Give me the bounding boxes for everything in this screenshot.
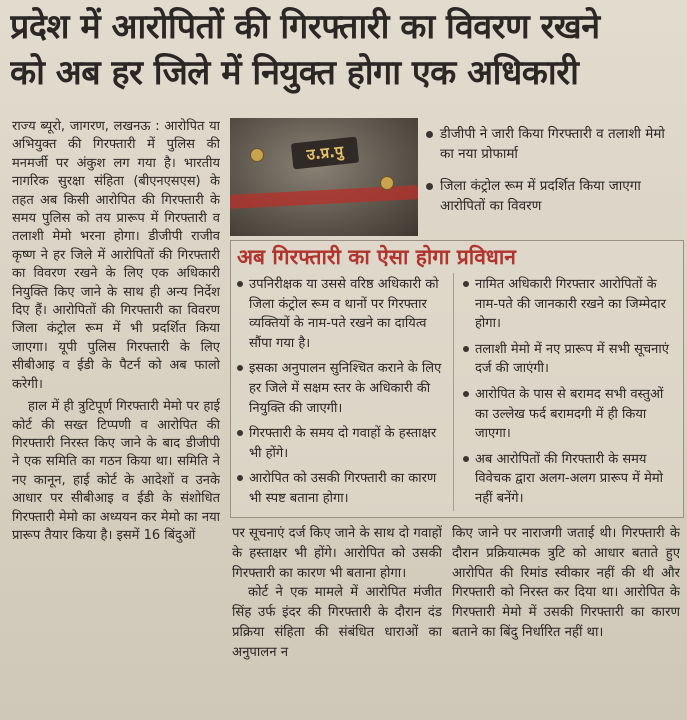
provisions-column-2: [463, 275, 677, 515]
bottom-paragraph: पर सूचनाएं दर्ज किए जाने के साथ दो गवाहों के हस्ताक्षर भी होंगे। आरोपित को उसकी गिरफ्तारी का कारण भी बताना होगा।: [232, 526, 442, 581]
highlight-item: डीजीपी ने जारी किया गिरफ्तारी व तलाशी मेमो का नया प्रोफार्मा: [426, 124, 676, 164]
headline: [10, 4, 680, 96]
provisions-title: अब गिरफ्तारी का ऐसा होगा प्रविधान: [237, 245, 516, 269]
bottom-paragraph: कोर्ट ने एक मामले में आरोपित मंजीत सिंह उर्फ इंदर की गिरफ्तारी के दौरान दंड प्रक्रिया संहिता की संबंधित धाराओं का अनुपालन न: [232, 585, 442, 660]
provision-item: उपनिरीक्षक या उससे वरिष्ठ अधिकारी को जिला कंट्रोल रूम व थानों पर गिरफ्तार व्यक्तियों के नाम-पते रखने का दायित्व सौंपा गया है।: [237, 275, 447, 353]
provision-item: अब आरोपितों की गिरफ्तारी के समय विवेचक द्वारा अलग-अलग प्रारूप में मेमो नहीं बनेंगे।: [463, 450, 677, 509]
uniform-button: [380, 176, 394, 190]
provision-item: तलाशी मेमो में नए प्रारूप में सभी सूचनाएं दर्ज की जाएंगी।: [463, 340, 677, 379]
headline-line-1: प्रदेश में आरोपितों की गिरफ्तारी का विवरण रखने: [10, 7, 600, 47]
provision-item: गिरफ्तारी के समय दो गवाहों के हस्ताक्षर भी होंगे।: [237, 424, 447, 463]
photo-highlights: [426, 124, 676, 228]
bottom-paragraph: किए जाने पर नाराजगी जताई थी। गिरफ्तारी के दौरान प्रक्रियात्मक त्रुटि को आधार बताते हुए आरोपित की रिमांड स्वीकार नहीं की थी और गिरफ्तारी को निरस्त कर दिया था। आरोपित के गिरफ्तारी मेमो में उसकी गिरफ्तारी का कारण बताने का बिंदु निर्धारित नहीं था।: [452, 526, 680, 640]
provision-item: आरोपित के पास से बरामद सभी वस्तुओं का उल्लेख फर्द बरामदगी में ही किया जाएगा।: [463, 385, 677, 444]
column-divider: [453, 273, 454, 511]
provision-item: इसका अनुपालन सुनिश्चित कराने के लिए हर जिले में सक्षम स्तर के अधिकारी की नियुक्ति की जाएगी।: [237, 359, 447, 418]
bottom-column-1: [232, 524, 442, 718]
headline-line-2: को अब हर जिले में नियुक्त होगा एक अधिकारी: [10, 53, 579, 93]
provisions-column-1: [237, 275, 447, 515]
provision-item: आरोपित को उसकी गिरफ्तारी का कारण भी स्पष्ट बताना होगा।: [237, 469, 447, 508]
police-uniform-photo: [230, 118, 418, 236]
bottom-column-2: [452, 524, 680, 718]
provisions-box: [230, 240, 684, 518]
provision-item: नामित अधिकारी गिरफ्तार आरोपितों के नाम-पते की जानकारी रखने का जिम्मेदार होगा।: [463, 275, 677, 334]
uniform-button: [250, 148, 264, 162]
highlight-item: जिला कंट्रोल रूम में प्रदर्शित किया जाएगा आरोपितों का विवरण: [426, 176, 676, 216]
left-paragraph-1: राज्य ब्यूरो, जागरण, लखनऊ : आरोपित या अभियुक्त की गिरफ्तारी में पुलिस की मनमर्जी पर अंकुश लग गया है। भारतीय नागरिक सुरक्षा संहिता (बीएनएसएस) के तहत अब किसी आरोपित की गिरफ्तारी के समय पुलिस को तय प्रारूप में गिरफ्तारी व तलाशी मेमो भरना होगा। डीजीपी राजीव कृष्ण ने हर जिले में आरोपितों की गिरफ्तारी का विवरण रखने के लिए एक अधिकारी नियुक्ति किए जाने के साथ ही अन्य निर्देश दिए हैं। आरोपितों की गिरफ्तारी का विवरण जिला कंट्रोल रूम में भी प्रदर्शित किया जाएगा। यूपी पुलिस गिरफ्तारी के लिए सीबीआइ व ईडी के पैटर्न को अब फालो करेगी।: [12, 119, 220, 392]
left-column: [12, 118, 220, 718]
left-paragraph-2: हाल में ही त्रुटिपूर्ण गिरफ्तारी मेमो पर हाई कोर्ट की सख्त टिप्पणी व आरोपित की गिरफ्तारी निरस्त किए जाने के बाद डीजीपी ने एक समिति का गठन किया था। समिति ने नए कानून, हाई कोर्ट के आदेशों व उनके आधार पर सीबीआइ व ईडी के संशोधित गिरफ्तारी मेमो का अध्ययन कर मेमो का नया प्रारूप तैयार किया है। इसमें 16 बिंदुओं: [12, 399, 220, 543]
police-badge: उ.प्र.पु: [291, 137, 359, 170]
